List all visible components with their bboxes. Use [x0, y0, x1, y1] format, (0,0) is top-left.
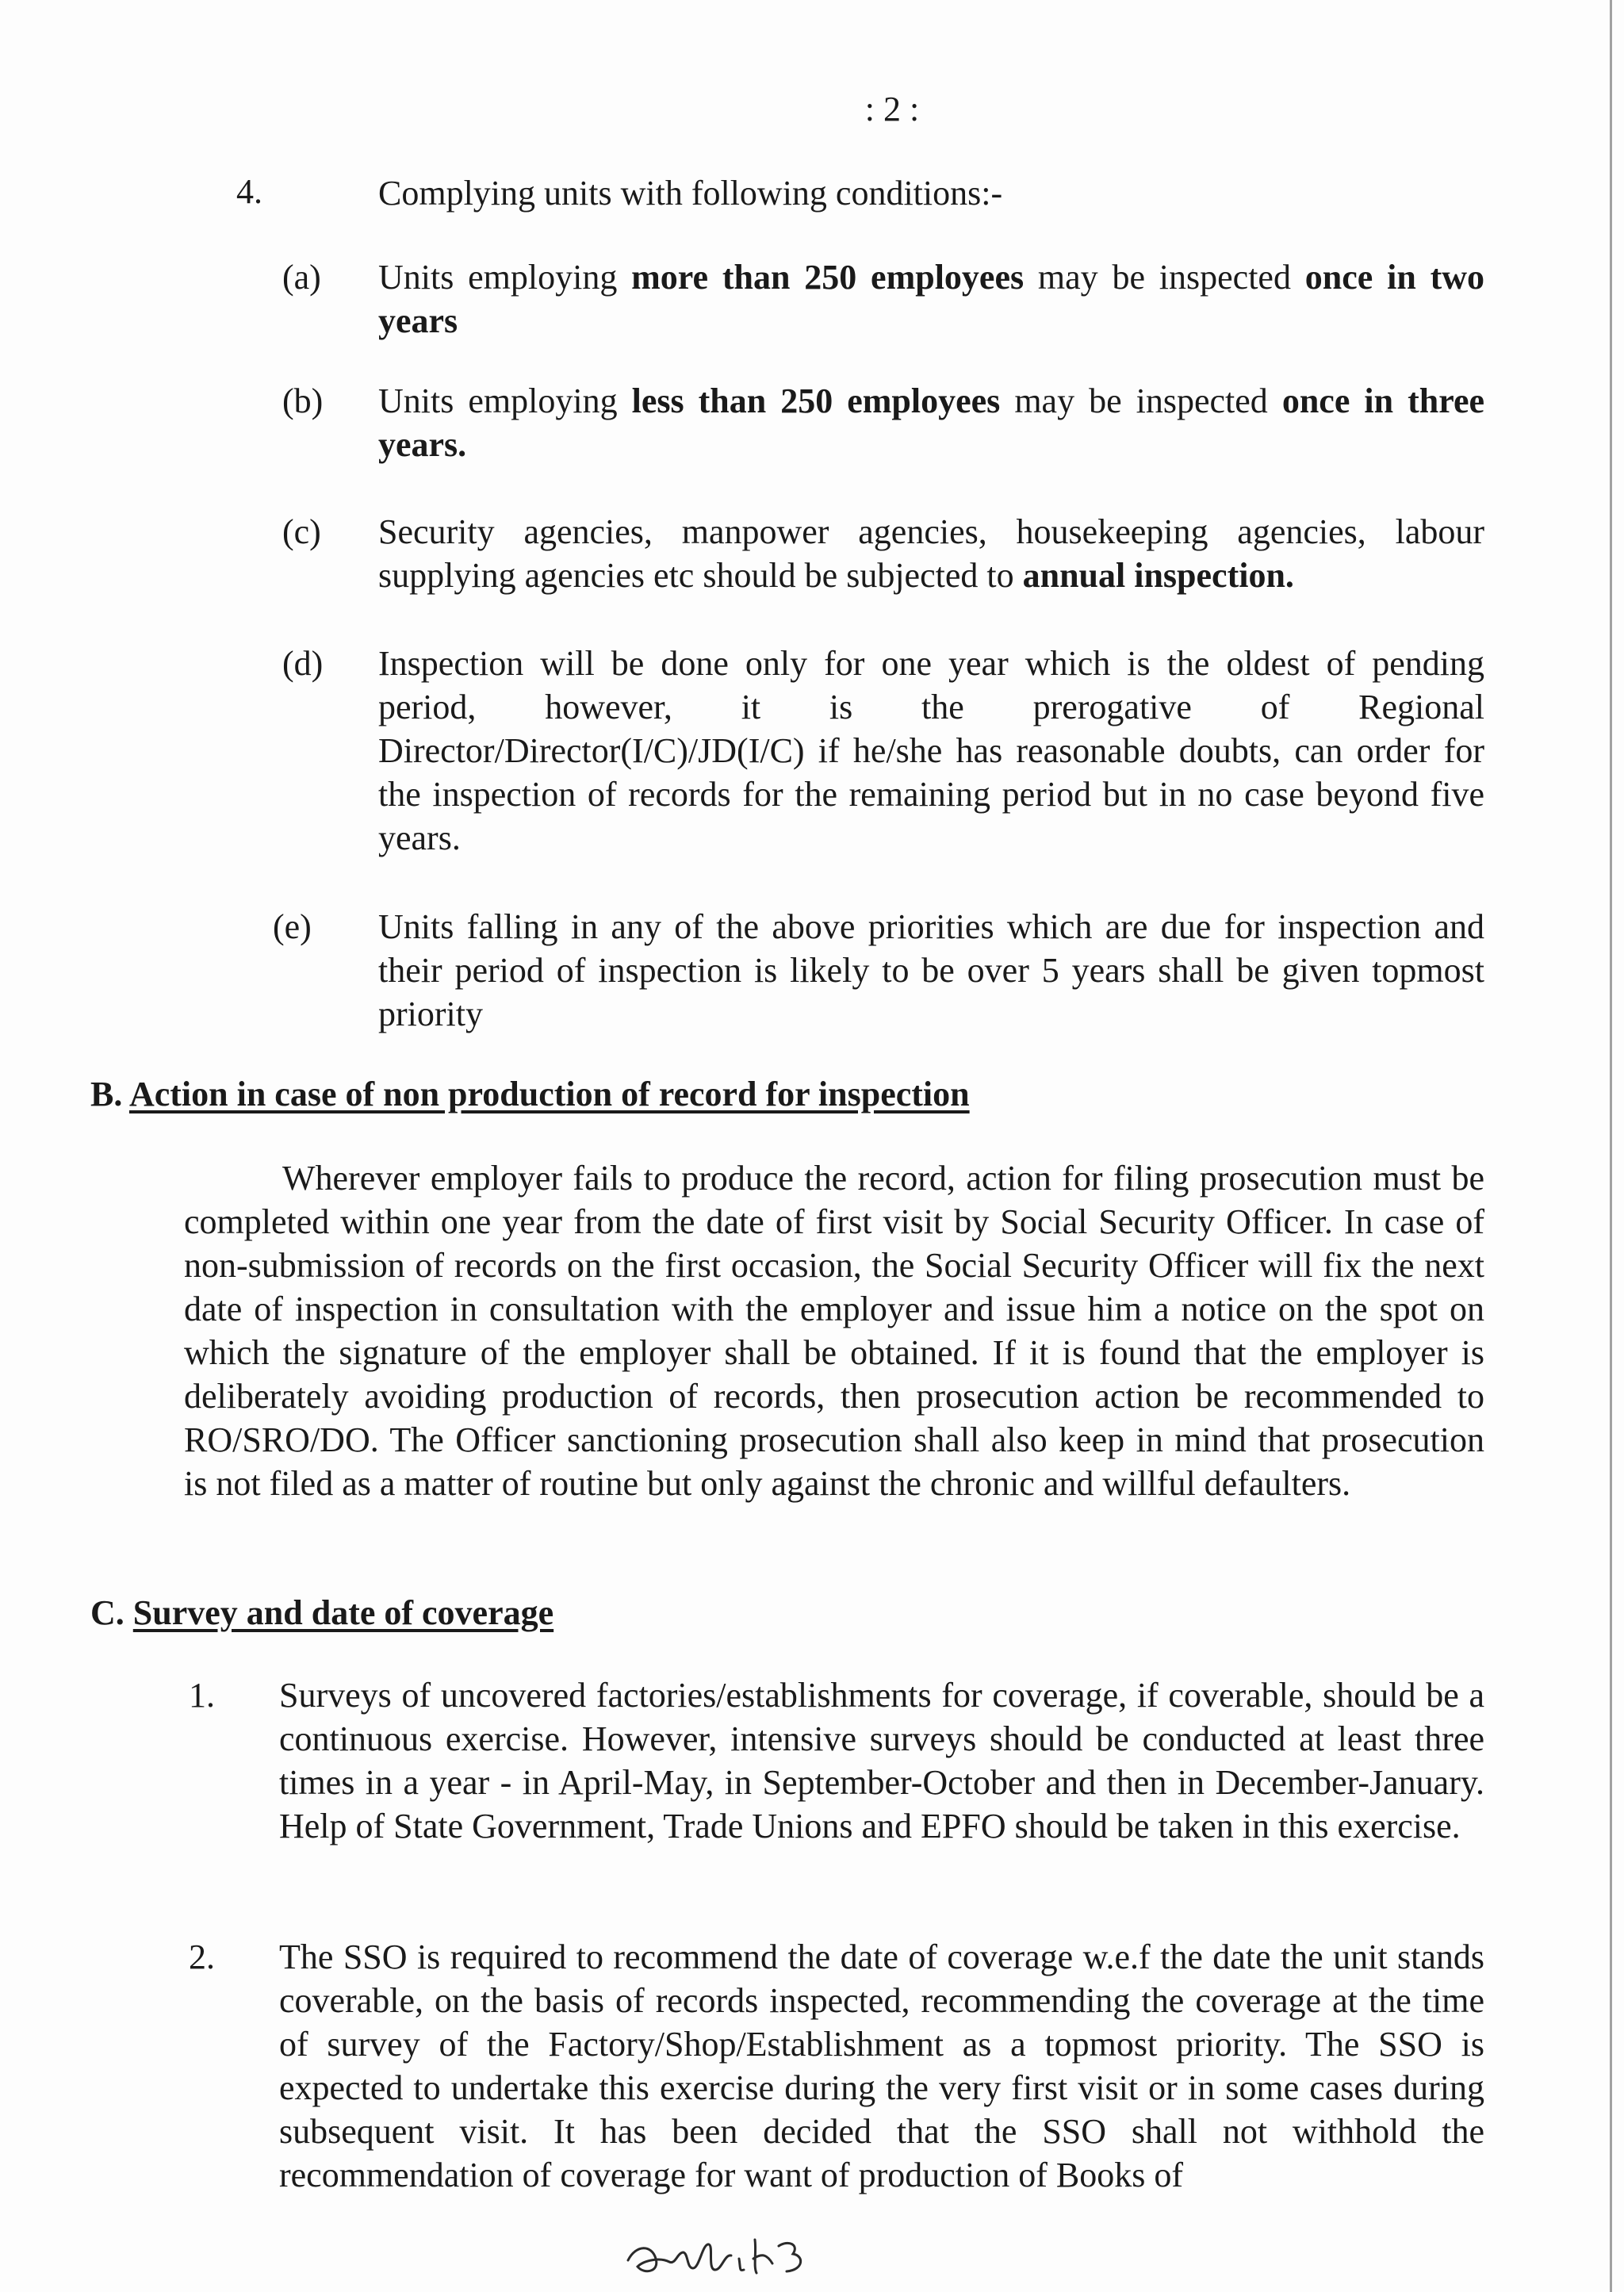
sub-item-label-e: (e)	[273, 907, 312, 946]
sub-item-e-text: Units falling in any of the above priorities which are due for inspection and their period of inspection is likely to be over 5 years shall be given topmost priority	[378, 907, 1484, 1033]
page-number: : 2 :	[864, 90, 920, 128]
section-b-paragraph: Wherever employer fails to produce the record, action for filing prosecution must be completed within one year from the date of first visit by Social Security Officer. In case of non-submission of records on the first occasion, the Social Security Officer will fix the next date of inspection in consultation with the employer and issue him a notice on the spot on which the signature of the employer shall be obtained. If it is found that the employer is deliberately avoiding production of records, then prosecution action be recommended to RO/SRO/DO. The Officer sanctioning prosecution shall also keep in mind that prosecution is not filed as a matter of routine but only against the chronic and willful defaulters.	[184, 1159, 1484, 1503]
sub-item-a-text: Units employing more than 250 employees may be inspected once in two years	[378, 258, 1485, 340]
section-c-item-1-text: Surveys of uncovered factories/establishments for coverage, if coverable, should be a continuous exercise. However, intensive surveys should be conducted at least three times in a year - in April-May, in September-October and then in December-January. Help of State Government, Trade Unions and EPFO should be taken in this exercise.	[279, 1676, 1484, 1845]
page-edge-line	[1610, 0, 1612, 2292]
sub-item-label-d: (d)	[282, 644, 324, 683]
sub-item-c-text: Security agencies, manpower agencies, housekeeping agencies, labour supplying agencies etc should be subjected to annual inspection.	[378, 512, 1484, 595]
item-4-heading: Complying units with following conditions:-	[378, 174, 1003, 213]
sub-item-b-text: Units employing less than 250 employees may be inspected once in three years.	[378, 381, 1485, 464]
sub-item-label-c: (c)	[282, 512, 321, 551]
section-b-letter: B.	[90, 1075, 123, 1113]
item-4-number: 4.	[236, 172, 262, 211]
sub-item-d-text: Inspection will be done only for one year which is the oldest of pending period, however, it is the prerogative of Regional Director/Director(I/C)/JD(I/C) if he/she has reasonable doubts, can order for the inspection of records for the remaining period but in no case beyond five years.	[378, 644, 1484, 857]
section-c-heading	[90, 1591, 553, 1635]
sub-item-label-a: (a)	[282, 258, 321, 297]
handwritten-initials	[620, 2229, 850, 2284]
section-b-heading	[90, 1072, 970, 1116]
section-c-item-1-label: 1.	[189, 1676, 215, 1715]
section-c-item-2-text: The SSO is required to recommend the date of coverage w.e.f the date the unit stands coverable, on the basis of records inspected, recommending the coverage at the time of survey of the Factory/Shop/Establishment as a topmost priority. The SSO is expected to undertake this exercise during the very first visit or in some cases during subsequent visit. It has been decided that the SSO shall not withhold the recommendation of coverage for want of production of Books of	[279, 1937, 1484, 2194]
sub-item-label-b: (b)	[282, 381, 324, 420]
section-b-title: Action in case of non production of record for inspection	[128, 1075, 970, 1113]
section-c-letter: C.	[90, 1593, 124, 1632]
section-c-item-2-label: 2.	[189, 1937, 215, 1976]
section-c-title: Survey and date of coverage	[132, 1593, 554, 1632]
